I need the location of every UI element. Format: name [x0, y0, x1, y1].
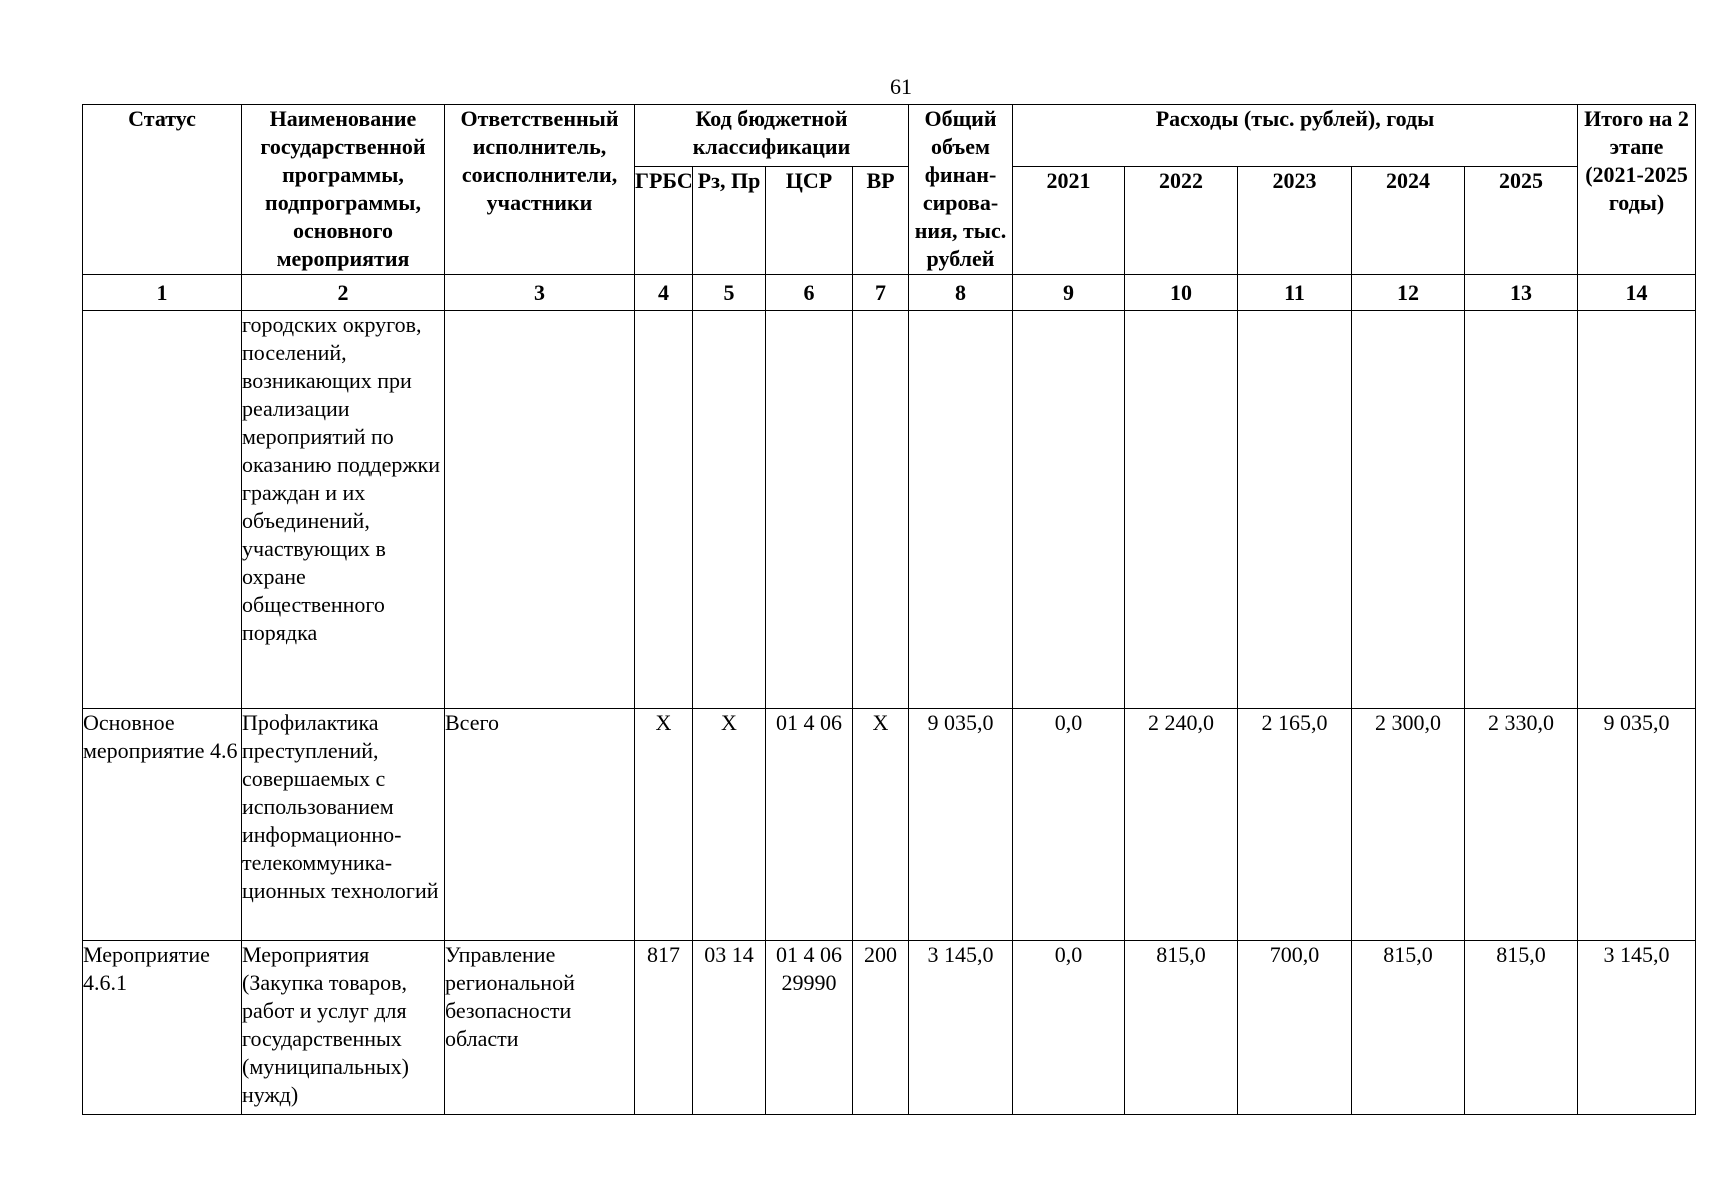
column-number: 13 [1465, 275, 1578, 311]
column-number: 11 [1238, 275, 1352, 311]
column-numbers-row [83, 275, 1696, 311]
row-2022 [1125, 311, 1238, 709]
table-row [83, 709, 1696, 941]
column-number: 12 [1352, 275, 1465, 311]
row-name: Мероприятия (Закупка товаров, работ и услуг для государственных (муниципальных) нужд) [242, 941, 445, 1115]
row-rz-pr: Х [693, 709, 766, 941]
column-number: 8 [909, 275, 1013, 311]
row-2023: 700,0 [1238, 941, 1352, 1115]
column-number: 2 [242, 275, 445, 311]
header-rz-pr: Рз, Пр [693, 167, 766, 275]
row-grbs: Х [635, 709, 693, 941]
row-vr: Х [853, 709, 909, 941]
header-grbs: ГРБС [635, 167, 693, 275]
header-year-2024: 2024 [1352, 167, 1465, 275]
header-total-volume: Общий объем финан-сирова-ния, тыс. рублей [909, 105, 1013, 275]
header-year-2025: 2025 [1465, 167, 1578, 275]
header-year-2022: 2022 [1125, 167, 1238, 275]
row-2025: 815,0 [1465, 941, 1578, 1115]
column-number: 9 [1013, 275, 1125, 311]
row-csr [766, 311, 853, 709]
row-name: Профилактика преступлений, совершаемых с использованием информационно-телекоммуника-ционных технологий [242, 709, 445, 941]
header-responsible: Ответственный исполнитель, соисполнители, участники [445, 105, 635, 275]
row-total [909, 311, 1013, 709]
header-name: Наименование государственной программы, подпрограммы, основного мероприятия [242, 105, 445, 275]
row-status: Мероприятие 4.6.1 [83, 941, 242, 1115]
row-responsible: Всего [445, 709, 635, 941]
row-2021 [1013, 311, 1125, 709]
row-total: 9 035,0 [909, 709, 1013, 941]
row-2024: 2 300,0 [1352, 709, 1465, 941]
row-stage-total [1578, 311, 1696, 709]
row-rz-pr: 03 14 [693, 941, 766, 1115]
header-csr: ЦСР [766, 167, 853, 275]
row-2025: 2 330,0 [1465, 709, 1578, 941]
column-number: 4 [635, 275, 693, 311]
column-number: 7 [853, 275, 909, 311]
row-2022: 815,0 [1125, 941, 1238, 1115]
column-number: 1 [83, 275, 242, 311]
table-row [83, 941, 1696, 1115]
header-year-2021: 2021 [1013, 167, 1125, 275]
budget-table [82, 104, 1696, 1115]
row-2023: 2 165,0 [1238, 709, 1352, 941]
table-row [83, 311, 1696, 709]
row-2024: 815,0 [1352, 941, 1465, 1115]
row-status [83, 311, 242, 709]
row-responsible: Управление региональной безопасности области [445, 941, 635, 1115]
row-2021: 0,0 [1013, 941, 1125, 1115]
row-vr: 200 [853, 941, 909, 1115]
column-number: 14 [1578, 275, 1696, 311]
row-2023 [1238, 311, 1352, 709]
page-number: 61 [890, 74, 912, 99]
row-2024 [1352, 311, 1465, 709]
row-rz-pr [693, 311, 766, 709]
column-number: 5 [693, 275, 766, 311]
header-vr: ВР [853, 167, 909, 275]
row-name: городских округов, поселений, возникающих при реализации мероприятий по оказанию поддержки граждан и их объединений, участвующих в охране общественного порядка [242, 311, 445, 709]
row-total: 3 145,0 [909, 941, 1013, 1115]
row-stage-total: 3 145,0 [1578, 941, 1696, 1115]
row-responsible [445, 311, 635, 709]
column-number: 10 [1125, 275, 1238, 311]
header-stage-total: Итого на 2 этапе (2021-2025 годы) [1578, 105, 1696, 275]
row-csr: 01 4 06 [766, 709, 853, 941]
row-2025 [1465, 311, 1578, 709]
header-year-2023: 2023 [1238, 167, 1352, 275]
row-2022: 2 240,0 [1125, 709, 1238, 941]
header-expenses: Расходы (тыс. рублей), годы [1013, 105, 1578, 167]
row-2021: 0,0 [1013, 709, 1125, 941]
row-vr [853, 311, 909, 709]
column-number: 3 [445, 275, 635, 311]
header-status: Статус [83, 105, 242, 275]
row-grbs [635, 311, 693, 709]
row-grbs: 817 [635, 941, 693, 1115]
row-status: Основное мероприятие 4.6 [83, 709, 242, 941]
row-csr: 01 4 06 29990 [766, 941, 853, 1115]
header-budget-code: Код бюджетной классификации [635, 105, 909, 167]
column-number: 6 [766, 275, 853, 311]
row-stage-total: 9 035,0 [1578, 709, 1696, 941]
